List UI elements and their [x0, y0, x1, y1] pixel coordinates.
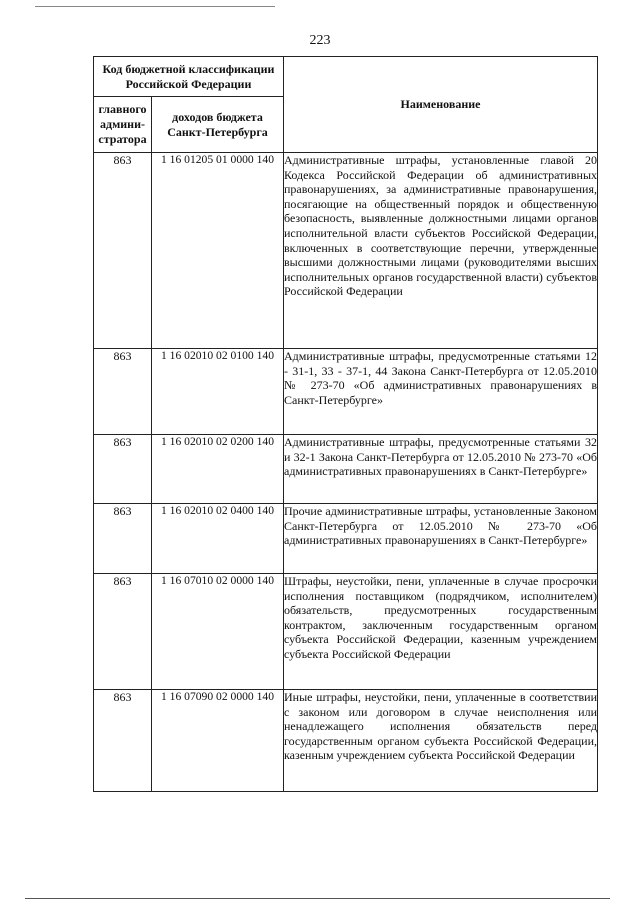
table-row	[94, 574, 598, 690]
budget-classification-table	[93, 56, 598, 792]
header-name: Наименование	[284, 57, 598, 153]
header-chief-administrator: главного админи-стратора	[94, 97, 152, 153]
table-row	[94, 435, 598, 504]
revenue-code-cell: 1 16 02010 02 0100 140	[152, 349, 284, 435]
admin-code-cell: 863	[94, 153, 152, 349]
revenue-code-cell: 1 16 02010 02 0200 140	[152, 435, 284, 504]
table-row	[94, 504, 598, 574]
name-cell: Штрафы, неустойки, пени, уплаченные в случае просрочки исполнения поставщиком (подрядчиком, исполнителем) обязательств, предусмотренных государственным контрактом, заключенным государственным органом субъекта Российской Федерации, казенным учреждением субъекта Российской Федерации	[284, 574, 598, 690]
header-budget-revenue: доходов бюджета Санкт-Петербурга	[152, 97, 284, 153]
page-number: 223	[309, 33, 331, 48]
admin-code-cell: 863	[94, 349, 152, 435]
name-cell: Прочие административные штрафы, установленные Законом Санкт-Петербурга от 12.05.2010 № 273-70 «Об административных правонарушениях в Санкт-Петербурге»	[284, 504, 598, 574]
admin-code-cell: 863	[94, 435, 152, 504]
admin-code-cell: 863	[94, 690, 152, 792]
admin-code-cell: 863	[94, 504, 152, 574]
revenue-code-cell: 1 16 01205 01 0000 140	[152, 153, 284, 349]
scan-edge-line	[25, 898, 610, 899]
name-cell: Административные штрафы, установленные главой 20 Кодекса Российской Федерации об административных правонарушениях, за административные правонарушения, посягающие на общественный порядок и общественную безопасность, выявленные должностными лицами органов исполнительной власти субъектов Российской Федерации, включенных в соответствующие перечни, утвержденные высшими должностными лицами (руководителями высших исполнительных органов государственной власти) субъектов Российской Федерации	[284, 153, 598, 349]
table-row	[94, 349, 598, 435]
admin-code-cell: 863	[94, 574, 152, 690]
revenue-code-cell: 1 16 07010 02 0000 140	[152, 574, 284, 690]
scan-edge-line	[35, 6, 275, 7]
header-classification-code: Код бюджетной классификации Российской Федерации	[94, 57, 284, 97]
table-row	[94, 153, 598, 349]
table-row	[94, 690, 598, 792]
name-cell: Иные штрафы, неустойки, пени, уплаченные в соответствии с законом или договором в случае неисполнения или ненадлежащего исполнения обязательств перед государственным органом субъекта Российской Федерации, казенным учреждением субъекта Российской Федерации	[284, 690, 598, 792]
name-cell: Административные штрафы, предусмотренные статьями 12 - 31-1, 33 - 37-1, 44 Закона Санкт-Петербурга от 12.05.2010 № 273-70 «Об административных правонарушениях в Санкт-Петербурге»	[284, 349, 598, 435]
revenue-code-cell: 1 16 07090 02 0000 140	[152, 690, 284, 792]
name-cell: Административные штрафы, предусмотренные статьями 32 и 32-1 Закона Санкт-Петербурга от 12.05.2010 № 273-70 «Об административных правонарушениях в Санкт-Петербурге»	[284, 435, 598, 504]
revenue-code-cell: 1 16 02010 02 0400 140	[152, 504, 284, 574]
